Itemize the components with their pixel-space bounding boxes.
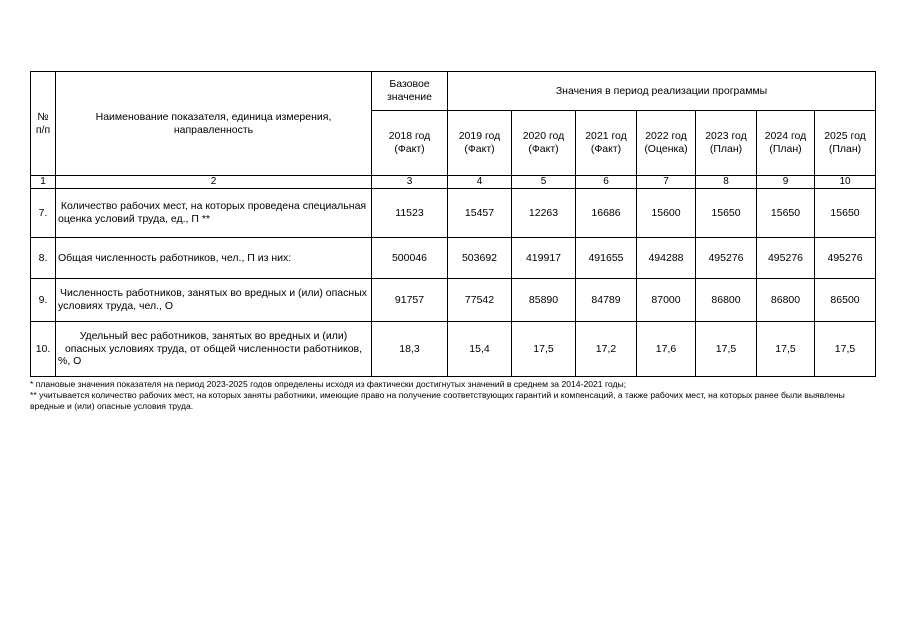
col-number: 6 xyxy=(576,176,637,189)
value-cell: 11523 xyxy=(372,189,448,238)
col-number: 4 xyxy=(448,176,512,189)
value-cell: 495276 xyxy=(696,238,757,279)
col-number: 3 xyxy=(372,176,448,189)
table-row xyxy=(31,322,876,377)
row-number: 8. xyxy=(31,238,56,279)
value-cell: 495276 xyxy=(757,238,815,279)
footnote-2: ** учитывается количество рабочих мест, на которых заняты работники, имеющие право на получение соответствующих гарантий и компенсаций, а также рабочих мест, на которых ранее были выявлены вредные и (или) опасные условия труда. xyxy=(30,390,845,411)
indicator-name: Общая численность работников, чел., П из них: xyxy=(56,238,372,279)
row-number: 9. xyxy=(31,279,56,322)
value-cell: 77542 xyxy=(448,279,512,322)
col-number: 2 xyxy=(56,176,372,189)
col-number: 5 xyxy=(512,176,576,189)
value-cell: 494288 xyxy=(637,238,696,279)
header-year-2019: 2019 год (Факт) xyxy=(448,111,512,176)
value-cell: 91757 xyxy=(372,279,448,322)
col-number: 9 xyxy=(757,176,815,189)
value-cell: 87000 xyxy=(637,279,696,322)
row-number: 7. xyxy=(31,189,56,238)
header-year-2020: 2020 год (Факт) xyxy=(512,111,576,176)
header-year-2023: 2023 год (План) xyxy=(696,111,757,176)
col-number: 8 xyxy=(696,176,757,189)
header-row-1 xyxy=(31,72,876,111)
col-number: 1 xyxy=(31,176,56,189)
value-cell: 491655 xyxy=(576,238,637,279)
value-cell: 17,5 xyxy=(696,322,757,377)
value-cell: 15457 xyxy=(448,189,512,238)
value-cell: 85890 xyxy=(512,279,576,322)
value-cell: 503692 xyxy=(448,238,512,279)
indicator-name: Количество рабочих мест, на которых проведена специальная оценка условий труда, ед., П ** xyxy=(56,189,372,238)
value-cell: 84789 xyxy=(576,279,637,322)
indicator-name: Численность работников, занятых во вредных и (или) опасных условиях труда, чел., О xyxy=(56,279,372,322)
value-cell: 86800 xyxy=(757,279,815,322)
footnote-1: * плановые значения показателя на период 2023-2025 годов определены исходя из фактически достигнутых значений в среднем за 2014-2021 годы; xyxy=(30,379,627,389)
footnotes xyxy=(30,379,875,412)
value-cell: 500046 xyxy=(372,238,448,279)
header-name: Наименование показателя, единица измерения, направленность xyxy=(56,72,372,176)
header-period: Значения в период реализации программы xyxy=(448,72,876,111)
indicator-name: Удельный вес работников, занятых во вредных и (или) опасных условиях труда, от общей численности работников, %, О xyxy=(56,322,372,377)
value-cell: 86500 xyxy=(815,279,876,322)
value-cell: 12263 xyxy=(512,189,576,238)
value-cell: 17,6 xyxy=(637,322,696,377)
table-row xyxy=(31,238,876,279)
value-cell: 17,5 xyxy=(815,322,876,377)
value-cell: 15650 xyxy=(757,189,815,238)
value-cell: 86800 xyxy=(696,279,757,322)
value-cell: 15650 xyxy=(815,189,876,238)
header-year-2025: 2025 год (План) xyxy=(815,111,876,176)
document-page xyxy=(30,71,875,412)
value-cell: 16686 xyxy=(576,189,637,238)
header-year-2018: 2018 год (Факт) xyxy=(372,111,448,176)
value-cell: 15650 xyxy=(696,189,757,238)
row-number: 10. xyxy=(31,322,56,377)
table-row xyxy=(31,189,876,238)
header-year-2024: 2024 год (План) xyxy=(757,111,815,176)
header-year-2022: 2022 год (Оценка) xyxy=(637,111,696,176)
header-base: Базовое значение xyxy=(372,72,448,111)
value-cell: 15600 xyxy=(637,189,696,238)
value-cell: 17,5 xyxy=(512,322,576,377)
value-cell: 17,5 xyxy=(757,322,815,377)
value-cell: 15,4 xyxy=(448,322,512,377)
table-row xyxy=(31,279,876,322)
header-year-2021: 2021 год (Факт) xyxy=(576,111,637,176)
value-cell: 495276 xyxy=(815,238,876,279)
indicators-table xyxy=(30,71,876,377)
col-number: 7 xyxy=(637,176,696,189)
header-num: № п/п xyxy=(31,72,56,176)
value-cell: 18,3 xyxy=(372,322,448,377)
value-cell: 419917 xyxy=(512,238,576,279)
column-number-row xyxy=(31,176,876,189)
col-number: 10 xyxy=(815,176,876,189)
value-cell: 17,2 xyxy=(576,322,637,377)
